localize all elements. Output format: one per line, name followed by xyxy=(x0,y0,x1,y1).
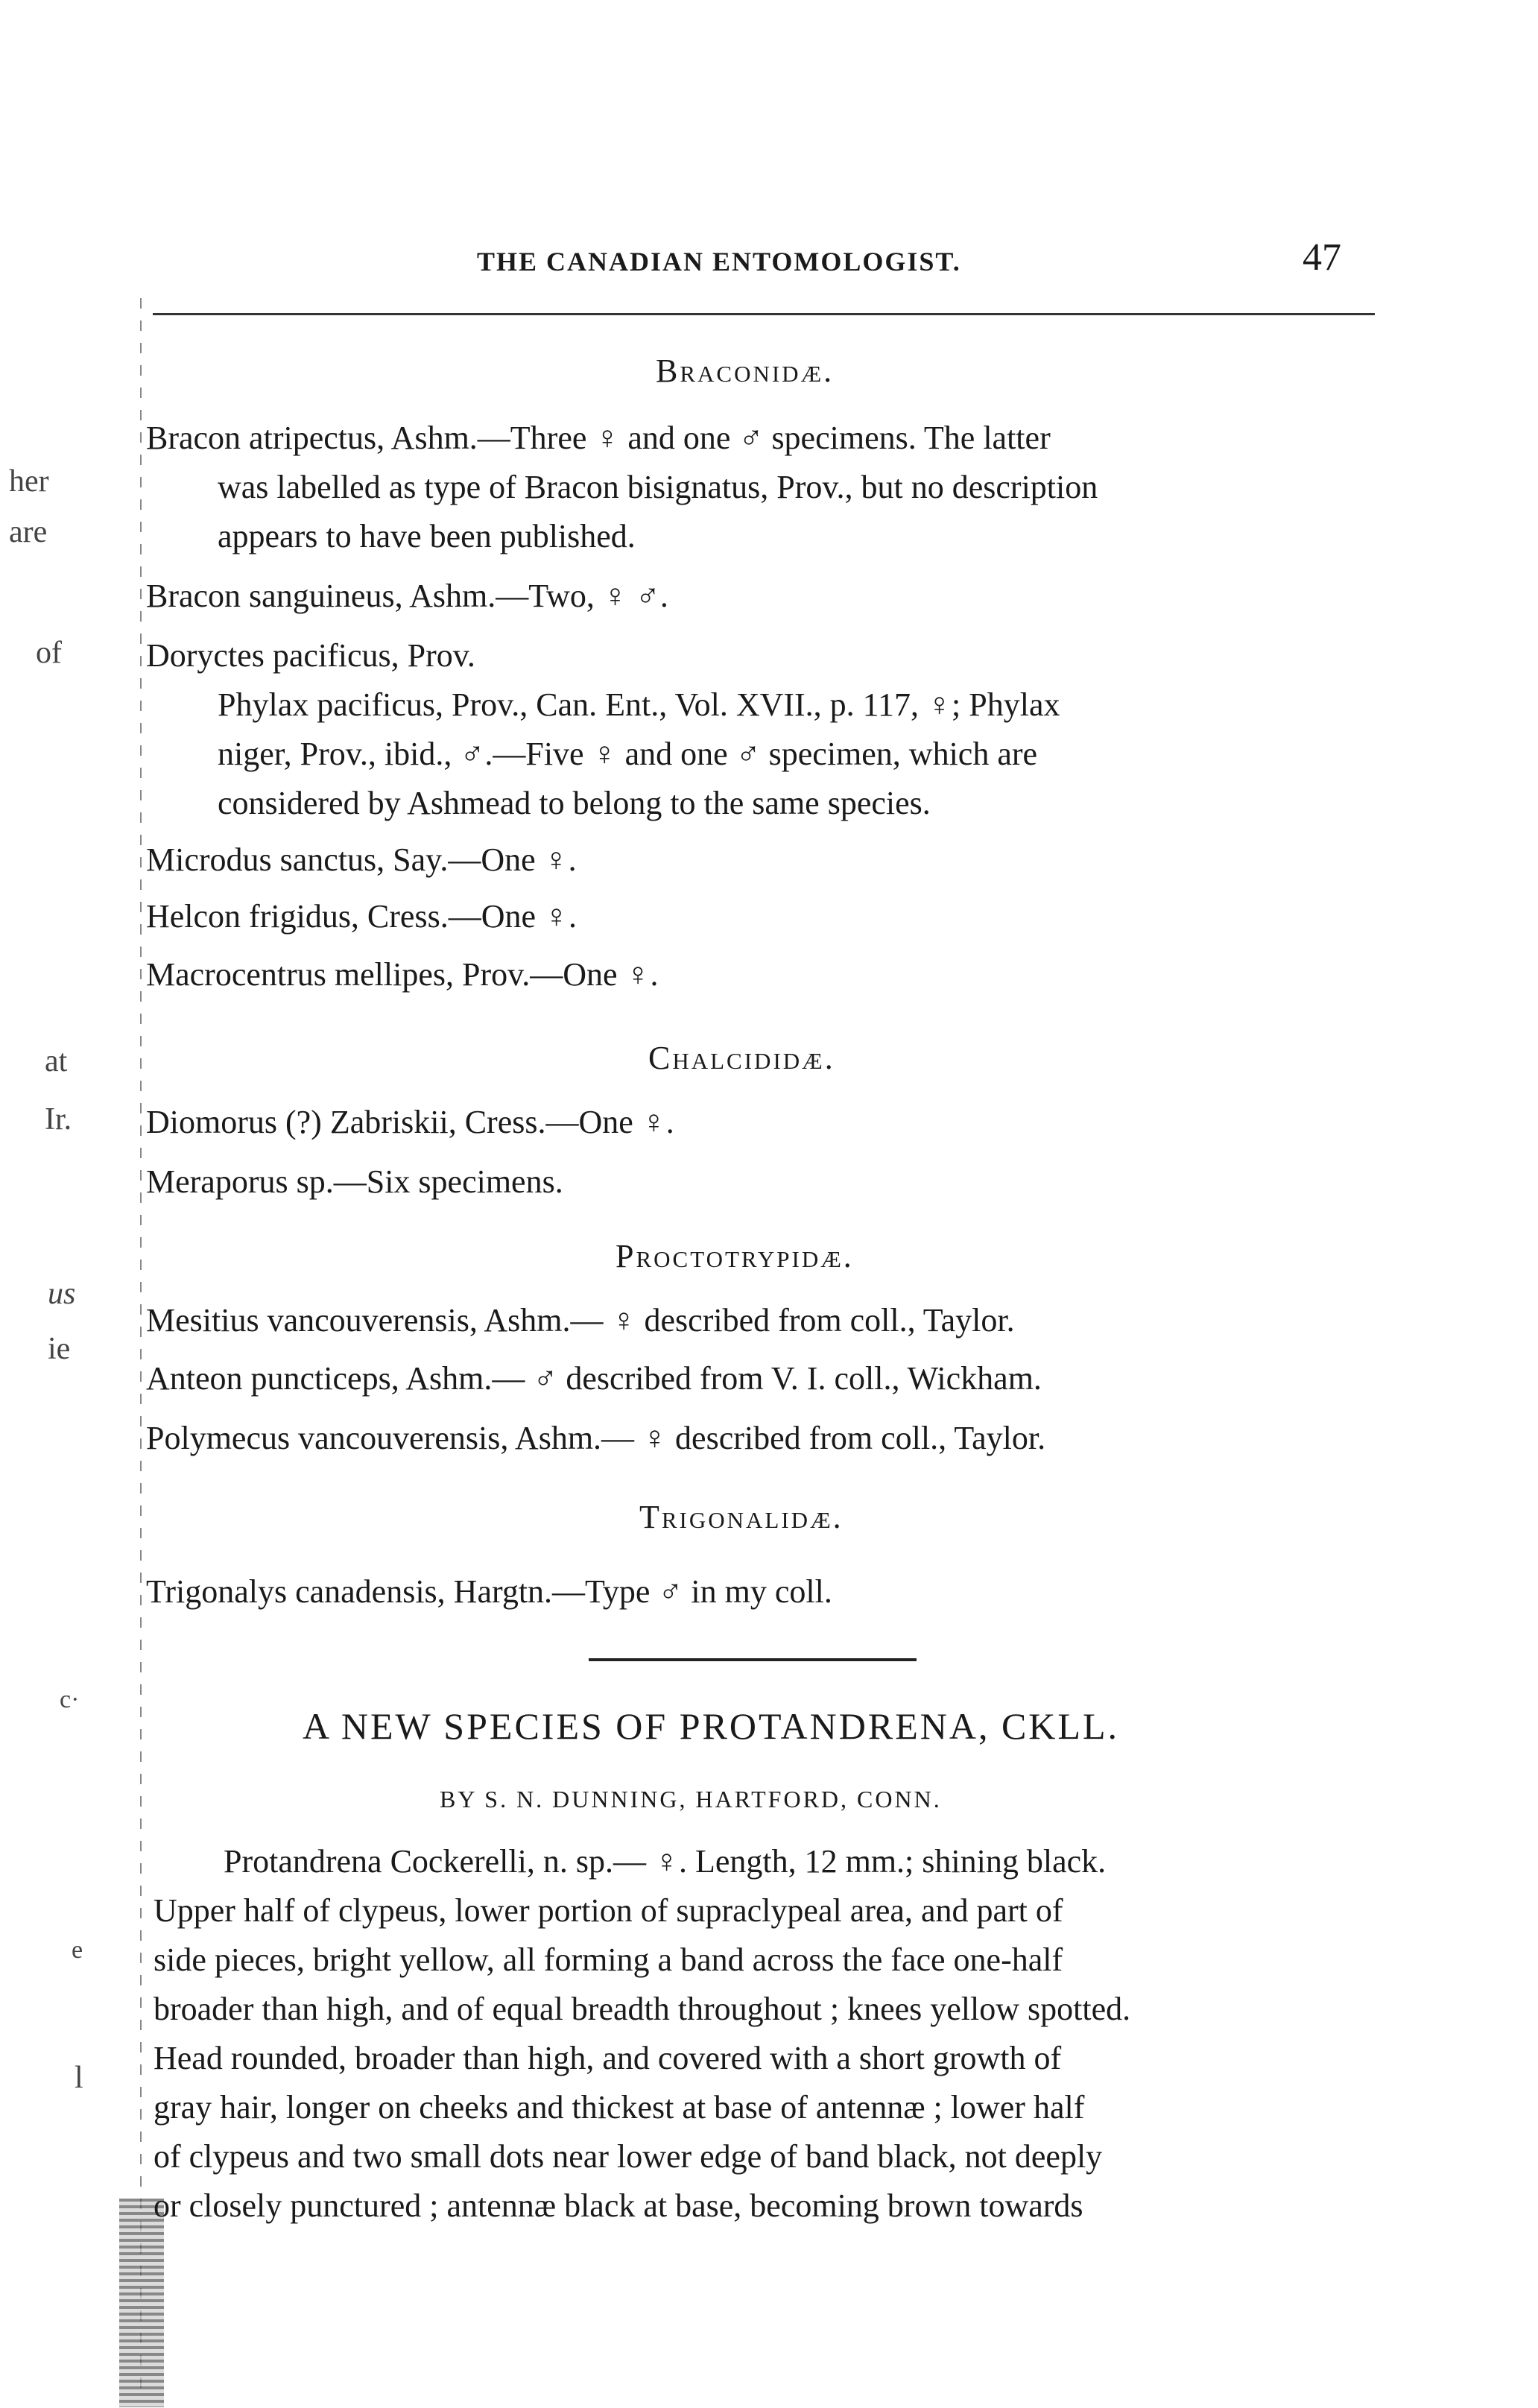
text-line: Bracon sanguineus, Ashm.—Two, ♀ ♂. xyxy=(146,578,668,614)
section-heading: Chalcididæ. xyxy=(648,1040,835,1076)
gutter-fragment: at xyxy=(45,1044,68,1078)
running-title: THE CANADIAN ENTOMOLOGIST. xyxy=(477,247,961,276)
text-line: Mesitius vancouverensis, Ashm.— ♀ described from coll., Taylor. xyxy=(146,1302,1015,1339)
article-title: A NEW SPECIES OF PROTANDRENA, CKLL. xyxy=(303,1705,1119,1747)
text-line: of clypeus and two small dots near lower edge of band black, not deeply xyxy=(154,2138,1103,2175)
gutter-fragment: l xyxy=(75,2061,83,2095)
text-line: considered by Ashmead to belong to the same species. xyxy=(218,785,931,821)
page-number: 47 xyxy=(1303,236,1341,279)
section-heading: Proctotrypidæ. xyxy=(615,1238,854,1274)
section-heading: Braconidæ. xyxy=(656,353,835,389)
text-line: or closely punctured ; antennæ black at base, becoming brown towards xyxy=(154,2187,1083,2224)
text-line: Polymecus vancouverensis, Ashm.— ♀ described from coll., Taylor. xyxy=(146,1420,1046,1456)
text-line: Bracon atripectus, Ashm.—Three ♀ and one ♂ specimens. The latter xyxy=(146,420,1051,456)
binding-margin xyxy=(140,298,142,2400)
section-divider xyxy=(589,1658,917,1661)
gutter-fragment: are xyxy=(9,515,48,549)
gutter-fragment: Ir. xyxy=(45,1102,72,1137)
text-line: appears to have been published. xyxy=(218,518,636,554)
text-line: Upper half of clypeus, lower portion of supraclypeal area, and part of xyxy=(154,1892,1063,1929)
text-line: Head rounded, broader than high, and covered with a short growth of xyxy=(154,2040,1062,2076)
text-line: niger, Prov., ibid., ♂.—Five ♀ and one ♂ specimen, which are xyxy=(218,736,1038,772)
text-line: Diomorus (?) Zabriskii, Cress.—One ♀. xyxy=(146,1104,674,1140)
text-line: Anteon puncticeps, Ashm.— ♂ described from V. I. coll., Wickham. xyxy=(146,1360,1042,1397)
text-line: Macrocentrus mellipes, Prov.—One ♀. xyxy=(146,956,659,993)
header-rule xyxy=(153,313,1375,315)
text-line: Trigonalys canadensis, Hargtn.—Type ♂ in my coll. xyxy=(146,1573,832,1610)
text-line: Microdus sanctus, Say.—One ♀. xyxy=(146,841,577,878)
gutter-fragment: her xyxy=(9,464,49,499)
text-line: was labelled as type of Bracon bisignatus, Prov., but no description xyxy=(218,469,1098,505)
gutter-fragment: e xyxy=(72,1936,83,1964)
text-line: Helcon frigidus, Cress.—One ♀. xyxy=(146,898,577,935)
article-byline: BY S. N. DUNNING, HARTFORD, CONN. xyxy=(440,1786,942,1813)
text-line: broader than high, and of equal breadth throughout ; knees yellow spotted. xyxy=(154,1991,1131,2027)
gutter-fragment: of xyxy=(36,636,62,670)
section-heading: Trigonalidæ. xyxy=(639,1499,844,1535)
gutter-fragment: ie xyxy=(48,1332,71,1366)
text-line: Phylax pacificus, Prov., Can. Ent., Vol. XVII., p. 117, ♀; Phylax xyxy=(218,686,1060,723)
text-line: Protandrena Cockerelli, n. sp.— ♀. Length, 12 mm.; shining black. xyxy=(224,1843,1107,1880)
gutter-fragment: c· xyxy=(60,1686,80,1713)
text-line: side pieces, bright yellow, all forming a band across the face one-half xyxy=(154,1941,1063,1978)
text-line: Doryctes pacificus, Prov. xyxy=(146,637,475,674)
text-line: Meraporus sp.—Six specimens. xyxy=(146,1163,563,1200)
text-line: gray hair, longer on cheeks and thickest at base of antennæ ; lower half xyxy=(154,2089,1085,2126)
gutter-fragment: us xyxy=(48,1277,76,1311)
binding-shadow xyxy=(119,2199,164,2407)
